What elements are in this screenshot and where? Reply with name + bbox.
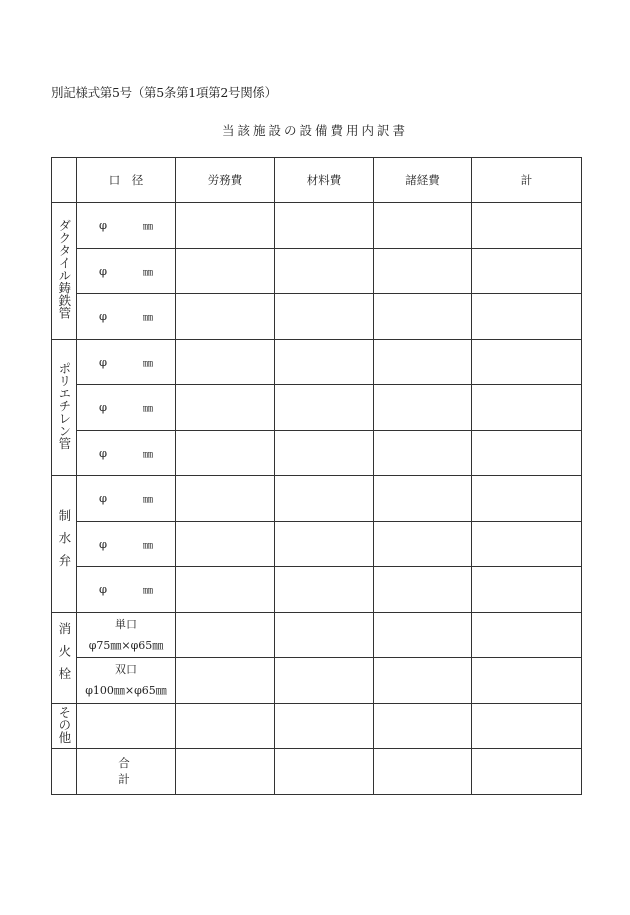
misc-cost-cell[interactable]: [374, 203, 472, 249]
mm-unit: ㎜: [143, 585, 153, 597]
table-row: [52, 476, 582, 522]
diameter-cell[interactable]: [77, 339, 176, 385]
total-cell[interactable]: [472, 248, 582, 294]
total-cell[interactable]: [472, 339, 582, 385]
labor-cost-cell[interactable]: [176, 612, 275, 658]
total-cell[interactable]: [472, 385, 582, 431]
mm-unit: ㎜: [143, 358, 153, 370]
group-label-polyethylene: [52, 339, 77, 476]
diameter-cell[interactable]: [77, 248, 176, 294]
total-cell[interactable]: [472, 476, 582, 522]
table-row: [52, 703, 582, 749]
misc-cost-cell[interactable]: [374, 521, 472, 567]
labor-cost-cell[interactable]: [176, 703, 275, 749]
diameter-cell[interactable]: [77, 430, 176, 476]
form-reference: 別記様式第5号（第5条第1項第2号関係）: [51, 85, 277, 100]
material-cost-cell[interactable]: [275, 385, 374, 431]
group-label-ductile-iron: [52, 203, 77, 340]
hydrant-type: 単口: [115, 617, 137, 631]
table-row: [52, 294, 582, 340]
table-row: [52, 430, 582, 476]
phi-symbol: φ: [99, 536, 108, 551]
phi-symbol: φ: [99, 309, 108, 324]
group-label-text: ダクタイル鋳鉄管: [56, 219, 72, 320]
diameter-cell[interactable]: [77, 567, 176, 613]
mm-unit: ㎜: [143, 494, 153, 506]
labor-cost-cell[interactable]: [176, 476, 275, 522]
mm-unit: ㎜: [143, 267, 153, 279]
table-row: [52, 203, 582, 249]
misc-cost-cell[interactable]: [374, 476, 472, 522]
header-diameter: 口 径: [77, 158, 176, 203]
table-row: [52, 248, 582, 294]
misc-cost-cell[interactable]: [374, 294, 472, 340]
total-cell[interactable]: [472, 430, 582, 476]
misc-cost-cell[interactable]: [374, 430, 472, 476]
header-misc-cost: 諸経費: [374, 158, 472, 203]
diameter-cell[interactable]: [77, 385, 176, 431]
mm-unit: ㎜: [143, 540, 153, 552]
hydrant-spec: φ75㎜×φ65㎜: [88, 638, 164, 652]
material-cost-cell[interactable]: [275, 430, 374, 476]
mm-unit: ㎜: [143, 221, 153, 233]
diameter-cell[interactable]: [77, 703, 176, 749]
labor-cost-cell[interactable]: [176, 385, 275, 431]
phi-symbol: φ: [99, 263, 108, 278]
grand-total-blank: [52, 749, 77, 795]
phi-symbol: φ: [99, 400, 108, 415]
header-row: [52, 158, 582, 203]
labor-cost-cell[interactable]: [176, 339, 275, 385]
total-cell[interactable]: [472, 658, 582, 704]
labor-cost-cell[interactable]: [176, 658, 275, 704]
table-row: [52, 567, 582, 613]
total-cell[interactable]: [472, 294, 582, 340]
material-cost-cell[interactable]: [275, 203, 374, 249]
labor-cost-cell[interactable]: [176, 294, 275, 340]
misc-cost-cell[interactable]: [374, 703, 472, 749]
group-label-other: [52, 703, 77, 749]
material-cost-cell[interactable]: [275, 612, 374, 658]
mm-unit: ㎜: [143, 403, 153, 415]
total-cell[interactable]: [472, 703, 582, 749]
misc-cost-total-cell[interactable]: [374, 749, 472, 795]
document-title: 当該施設の設備費用内訳書: [221, 123, 408, 138]
table-row: [52, 612, 582, 658]
group-label-text: 消火栓: [56, 622, 72, 690]
material-cost-cell[interactable]: [275, 703, 374, 749]
labor-cost-cell[interactable]: [176, 430, 275, 476]
group-label-control-valve: [52, 476, 77, 613]
grand-total-label: 合 計: [77, 749, 176, 795]
header-material-cost: 材料費: [275, 158, 374, 203]
diameter-cell[interactable]: [77, 476, 176, 522]
header-total: 計: [472, 158, 582, 203]
diameter-cell[interactable]: [77, 203, 176, 249]
header-labor-cost: 労務費: [176, 158, 275, 203]
material-cost-cell[interactable]: [275, 248, 374, 294]
material-cost-total-cell[interactable]: [275, 749, 374, 795]
labor-cost-cell[interactable]: [176, 248, 275, 294]
labor-cost-cell[interactable]: [176, 567, 275, 613]
labor-cost-cell[interactable]: [176, 521, 275, 567]
cost-breakdown-table: [51, 157, 582, 795]
group-label-text: ポリエチレン管: [56, 362, 72, 450]
group-label-text: その他: [56, 705, 72, 743]
grand-total-row: [52, 749, 582, 795]
phi-symbol: φ: [99, 218, 108, 233]
group-label-text: 制水弁: [56, 508, 72, 576]
misc-cost-cell[interactable]: [374, 339, 472, 385]
total-cell[interactable]: [472, 203, 582, 249]
material-cost-cell[interactable]: [275, 294, 374, 340]
misc-cost-cell[interactable]: [374, 248, 472, 294]
misc-cost-cell[interactable]: [374, 567, 472, 613]
total-cell[interactable]: [472, 612, 582, 658]
material-cost-cell[interactable]: [275, 339, 374, 385]
mm-unit: ㎜: [143, 449, 153, 461]
material-cost-cell[interactable]: [275, 658, 374, 704]
hydrant-spec-cell[interactable]: [77, 658, 176, 704]
misc-cost-cell[interactable]: [374, 385, 472, 431]
phi-symbol: φ: [99, 445, 108, 460]
grand-total-cell[interactable]: [472, 749, 582, 795]
table-row: [52, 521, 582, 567]
hydrant-spec-cell[interactable]: [77, 612, 176, 658]
material-cost-cell[interactable]: [275, 521, 374, 567]
total-cell[interactable]: [472, 567, 582, 613]
table-row: [52, 339, 582, 385]
hydrant-spec: φ100㎜×φ65㎜: [85, 684, 167, 698]
labor-cost-total-cell[interactable]: [176, 749, 275, 795]
misc-cost-cell[interactable]: [374, 658, 472, 704]
header-blank: [52, 158, 77, 203]
table-row: [52, 658, 582, 704]
mm-unit: ㎜: [143, 312, 153, 324]
phi-symbol: φ: [99, 582, 108, 597]
material-cost-cell[interactable]: [275, 476, 374, 522]
misc-cost-cell[interactable]: [374, 612, 472, 658]
labor-cost-cell[interactable]: [176, 203, 275, 249]
phi-symbol: φ: [99, 491, 108, 506]
table-row: [52, 385, 582, 431]
material-cost-cell[interactable]: [275, 567, 374, 613]
hydrant-type: 双口: [115, 663, 137, 677]
diameter-cell[interactable]: [77, 521, 176, 567]
total-cell[interactable]: [472, 521, 582, 567]
diameter-cell[interactable]: [77, 294, 176, 340]
phi-symbol: φ: [99, 354, 108, 369]
group-label-fire-hydrant: [52, 612, 77, 703]
